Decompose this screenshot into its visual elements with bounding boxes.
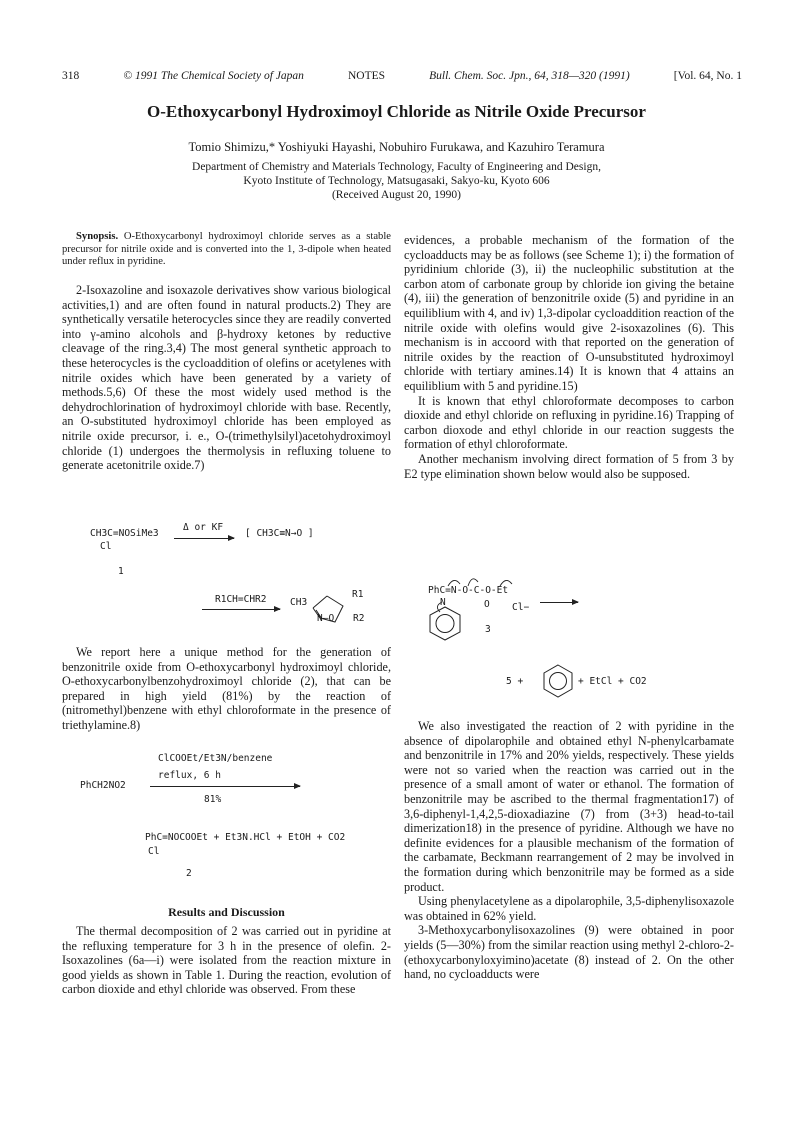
copyright: © 1991 The Chemical Society of Japan — [123, 70, 304, 82]
scheme3-number: 3 — [485, 624, 491, 635]
left-paragraph-1 — [62, 283, 391, 473]
section-heading: Results and Discussion — [168, 905, 285, 919]
scheme1-arrow-2 — [202, 609, 280, 610]
right-p1-text: evidences, a probable mechanism of the formation of the cycloadducts may be as follows (see Scheme 1); i) the formation of pyridinium chloride (3), ii) the nucleophilic substitution at the carbon atom of carbonate group by chloride ion giving the betaine (4), iii) the generation of benzonitrile oxide (5) and pyridine in an equiliblium with 4, and iv) 1,3-dipolar cycloaddition reaction of the nitrile oxide with olefins would give 2-isoxazolines (6). This mechanism is in accoord with that reported on the generation of nitrile oxides by the reaction of O-unsubstituted hydroximoyl chloride with tertiary amines.14) It is known that 4 attains an equiliblium with 5 and pyridine.15) — [404, 233, 734, 393]
scheme1-r2: R2 — [353, 613, 365, 624]
right-p5-text: Using phenylacetylene as a dipolarophile, 3,5-diphenylisoxazole was obtained in 62% yield. — [404, 894, 734, 923]
right-paragraph-4 — [404, 719, 734, 982]
right-paragraph-1 — [404, 233, 734, 481]
received-date: (Received August 20, 1990) — [331, 189, 462, 201]
scheme1-cl: Cl — [100, 541, 112, 552]
affiliation-line-1: Department of Chemistry and Materials Technology, Faculty of Engineering and Design, — [192, 161, 601, 173]
scheme2-cond2: reflux, 6 h — [158, 770, 221, 781]
right-p3-text: Another mechanism involving direct formation of 5 from 3 by E2 type elimination shown below would also be supposed. — [404, 451, 734, 481]
scheme2-reactant: PhCH2NO2 — [80, 780, 126, 791]
right-p4-text: We also investigated the reaction of 2 with pyridine in the absence of dipolarophile and obtained ethyl N-phenylcarbamate and benzonitrile in 17% and 20% yields, respectively. These yields were not so varied when the reaction was carried out in the presence of a small amont of water or ethanol. The formation of benzonitrile may be ascribed to the thermal fragmentation17) of 3,6-diphenyl-1,4,2,5-dioxadiazine (7) from (3+3) head-to-tail dimerization18) in the presence of pyridine. Although we have no definite evidences for a plausible mechanism of the formation of the carbamate, Beckmann rearrangement of 2 may be involved in the formation during which benzonitrile may be formed as a side product. — [404, 719, 734, 894]
author-list: Tomio Shimizu,* Yoshiyuki Hayashi, Nobuhiro Furukawa, and Kazuhiro Teramura — [188, 140, 605, 154]
left-p3-text: The thermal decomposition of 2 was carried out in pyridine at the refluxing temperature for 3 h in the presence of olefin. 2-Isoxazolines (6a—i) were isolated from the reaction mixture in good yields as shown in Table 1. During the reaction, evolution of carbon dioxide and ethyl chloride was observed. From these — [62, 924, 391, 997]
scheme2-arrow — [150, 786, 300, 787]
right-p6-text: 3-Methoxycarbonylisoxazolines (9) were obtained in poor yields (5—30%) from the similar reaction using methyl 2-chloro-2-(ethoxycarbonyloxyimino)acetate (8) instead of 2. On the other hand, no cycloadducts were — [404, 923, 734, 982]
scheme2-products: PhC=NOCOOEt + Et3N.HCl + EtOH + CO2 — [145, 832, 346, 843]
scheme3-arrow — [540, 602, 578, 603]
scheme1-arrow — [174, 538, 234, 539]
scheme2-cl: Cl — [148, 846, 160, 857]
scheme3-cl: Cl− — [512, 602, 530, 613]
pyridinium-ring — [425, 605, 465, 643]
synopsis-text: O-Ethoxycarbonyl hydroximoyl chloride serves as a stable precursor for nitrile oxide and is converted into the 1, 3-dipole when heated under reflux in pyridine. — [62, 231, 391, 268]
volume-info: [Vol. 64, No. 1 — [673, 70, 742, 82]
journal-citation: Bull. Chem. Soc. Jpn., 64, 318—320 (1991) — [429, 70, 630, 82]
section-label: NOTES — [347, 70, 386, 82]
synopsis — [62, 231, 391, 269]
left-p1-text: 2-Isoxazoline and isoxazole derivatives show various biological activities,1) and are often found in natural products.2) They are synthetically versatile heterocycles since they are readily converted into γ-amino alcohols and β-hydroxy ketones by reductive cleavage of the ring.3,4) The most general synthetic approach to these heterocycles is the cycloaddition of olefins or acetylenes with nitrile oxides which have been generated by a variety of methods.5,6) Of these the most widely used method is the dehydrochlorination of hydroximoyl chloride with base. Recently, an O-substituted hydroximoyl chloride has been employed as nitrile oxide precursor, i. e., O-(trimethylsilyl)acetohydroximoyl chloride (1) undergoes the thermolysis in refluxing toluene to generate acetonitrile oxide.7) — [62, 283, 391, 473]
scheme2-cond1: ClCOOEt/Et3N/benzene — [158, 753, 273, 764]
scheme1-product: [ CH3C≡N→O ] — [245, 528, 314, 539]
left-paragraph-2 — [62, 645, 391, 733]
scheme1-conditions: Δ or KF — [183, 522, 224, 533]
scheme1-reagent: R1CH=CHR2 — [215, 594, 267, 605]
scheme1-r1: R1 — [352, 589, 364, 600]
scheme3-formula: PhC=N-O-C-O-Et — [428, 585, 509, 596]
scheme3-n: N — [440, 597, 446, 608]
running-header — [62, 70, 742, 82]
page-number: 318 — [62, 70, 80, 82]
article-title: O-Ethoxycarbonyl Hydroximoyl Chloride as Nitrile Oxide Precursor — [147, 102, 646, 121]
scheme1-no: N–O — [317, 613, 335, 624]
left-paragraph-3 — [62, 924, 391, 997]
scheme2-yield: 81% — [204, 794, 222, 805]
scheme1-reactant: CH3C=NOSiMe3 — [90, 528, 159, 539]
affiliation-line-2: Kyoto Institute of Technology, Matsugasaki, Sakyo-ku, Kyoto 606 — [243, 175, 550, 187]
pyridine-ring — [540, 663, 576, 699]
scheme1-ch3: CH3 — [290, 597, 308, 608]
left-p2-text: We report here a unique method for the generation of benzonitrile oxide from O-ethoxycarbonyl hydroximoyl chloride, O-ethoxycarbonylbenzohydroximoyl chloride (2), that can be prepared in high yield (81%) by the reaction of (nitromethyl)benzene with ethyl chloroformate in the presence of triethylamine.8) — [62, 645, 391, 732]
scheme3-o: O — [484, 599, 490, 610]
scheme1-number: 1 — [118, 566, 124, 577]
scheme3-products-a: 5 + — [506, 676, 524, 687]
synopsis-label: Synopsis. — [76, 231, 119, 242]
scheme3-products-b: + EtCl + CO2 — [578, 676, 647, 687]
right-p2-text: It is known that ethyl chloroformate decomposes to carbon dioxide and ethyl chloride on refluxing in pyridine.16) Trapping of carbon dioxode and ethyl chloride in our reaction suggests the formation of ethyl chloroformate. — [404, 393, 734, 452]
scheme2-number: 2 — [186, 868, 192, 879]
